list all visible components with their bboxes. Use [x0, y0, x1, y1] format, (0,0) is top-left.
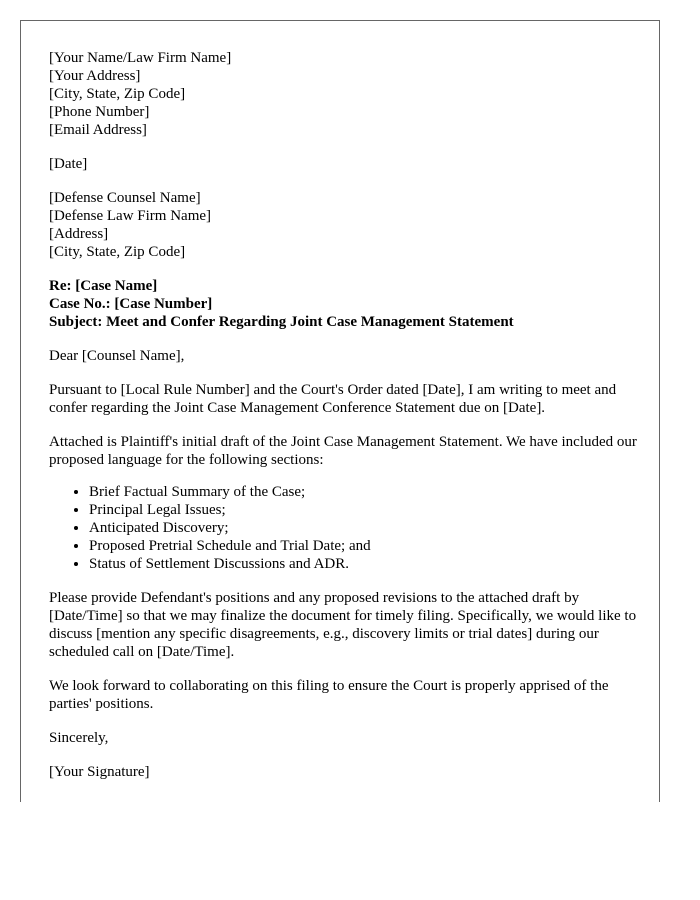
recipient-block: [49, 189, 641, 261]
list-item: • Anticipated Discovery;: [89, 519, 641, 537]
signature: [Your Signature]: [49, 764, 150, 780]
recipient-address: [Address]: [49, 226, 109, 242]
paragraph-attached-draft: Attached is Plaintiff's initial draft of the Joint Case Management Statement. We have included our proposed language for the following sections:: [49, 434, 637, 468]
paragraph-intro: Pursuant to [Local Rule Number] and the Court's Order dated [Date], I am writing to meet and confer regarding the Joint Case Management Conference Statement due on [Date].: [49, 382, 617, 416]
list-item: • Principal Legal Issues;: [89, 501, 641, 519]
case-number-line: Case No.: [Case Number]: [49, 296, 213, 312]
closing: Sincerely,: [49, 730, 109, 746]
sender-address: [Your Address]: [49, 68, 141, 84]
recipient-city-state-zip: [City, State, Zip Code]: [49, 244, 186, 260]
subject-line: Subject: Meet and Confer Regarding Joint Case Management Statement: [49, 314, 514, 330]
recipient-firm: [Defense Law Firm Name]: [49, 208, 212, 224]
sender-phone: [Phone Number]: [49, 104, 150, 120]
sender-block: [49, 49, 641, 139]
letter-content: [49, 49, 641, 797]
list-item: • Status of Settlement Discussions and ADR.: [89, 555, 641, 573]
date-block: [49, 155, 641, 173]
recipient-name: [Defense Counsel Name]: [49, 190, 201, 206]
letter-date: [Date]: [49, 156, 88, 172]
reference-block: [49, 277, 641, 331]
list-item: • Proposed Pretrial Schedule and Trial Date; and: [89, 537, 641, 555]
paragraph-closing-remark: We look forward to collaborating on this filing to ensure the Court is properly apprised of the parties' positions.: [49, 678, 609, 712]
re-line: Re: [Case Name]: [49, 278, 158, 294]
letter-page: [20, 20, 660, 802]
list-item: • Brief Factual Summary of the Case;: [89, 483, 641, 501]
sender-city-state-zip: [City, State, Zip Code]: [49, 86, 186, 102]
sections-list: [49, 483, 641, 573]
sender-email: [Email Address]: [49, 122, 147, 138]
sender-name: [Your Name/Law Firm Name]: [49, 50, 232, 66]
salutation: Dear [Counsel Name],: [49, 348, 185, 364]
paragraph-request: Please provide Defendant's positions and any proposed revisions to the attached draft by [Date/Time] so that we may finalize the document for timely filing. Specifically, we would like to discuss [mention any specific disagreements, e.g., discovery limits or trial dates] during our scheduled call on [Date/Time].: [49, 590, 637, 660]
